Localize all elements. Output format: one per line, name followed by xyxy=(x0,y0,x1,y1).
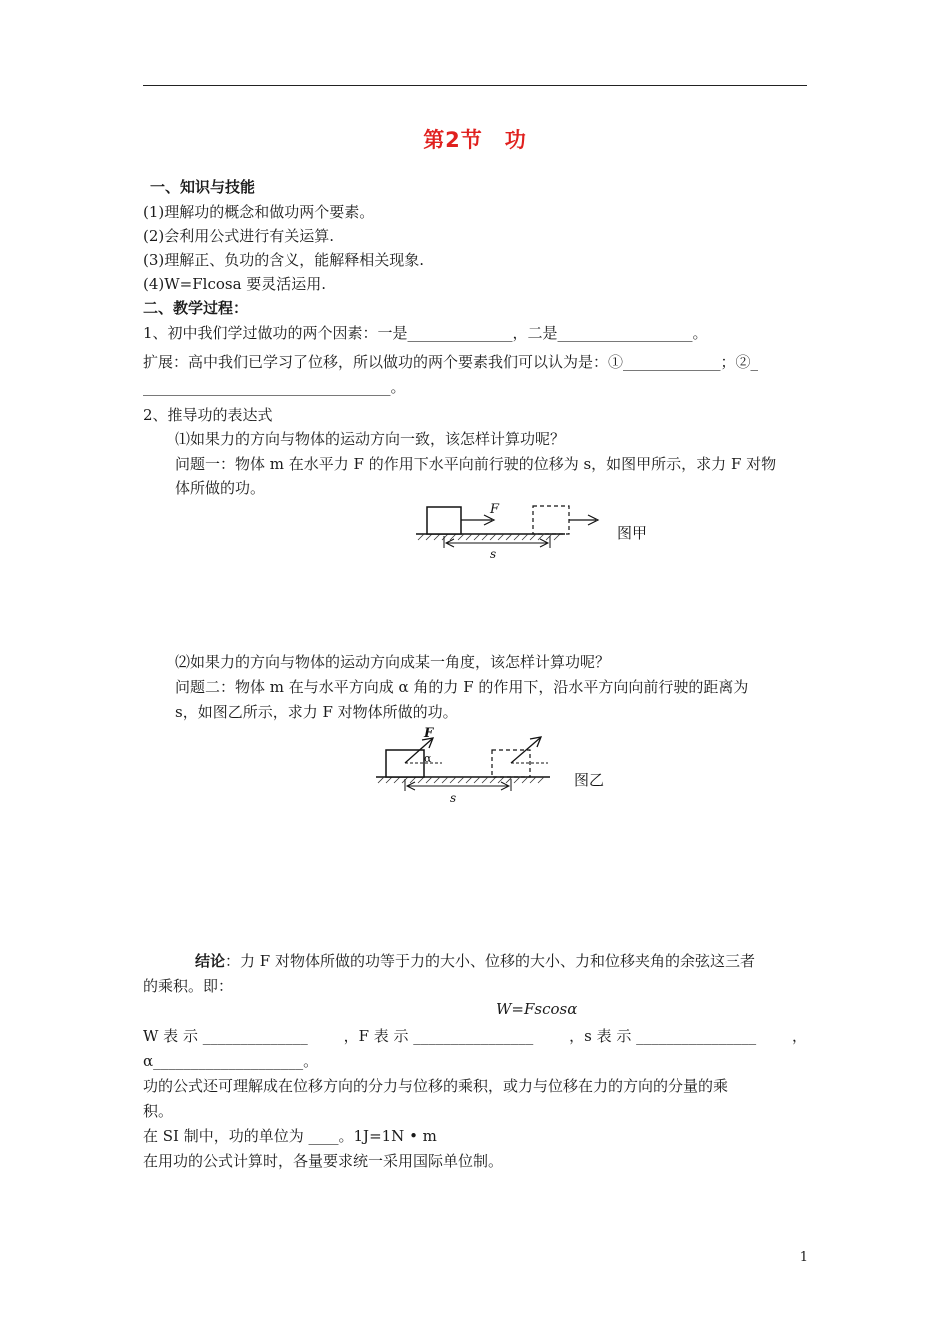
conclusion-line-1 xyxy=(195,950,755,971)
si-unit-line: 在 SI 制中，功的单位为 ____。1J=1N • m xyxy=(143,1127,437,1145)
problem-2-line-1: 问题二：物体 m 在与水平方向成 α 角的力 F 的作用下，沿水平方向向前行驶的距离为 xyxy=(175,678,749,696)
section-heading-process: 二、教学过程： xyxy=(143,299,249,317)
question-2: 2、推导功的表达式 xyxy=(143,406,273,424)
question-1: 1、初中我们学过做功的两个因素：一是______________，二是__________________。 xyxy=(143,324,708,342)
page-number: 1 xyxy=(799,1250,808,1265)
note-line-2: 积。 xyxy=(143,1102,174,1120)
def-w: W 表 示 ______________ xyxy=(143,1027,308,1045)
conclusion-line-2: 的乘积。即： xyxy=(143,977,234,995)
section-heading-skills: 一、知识与技能 xyxy=(150,178,256,196)
def-s: ，s 表 示 ________________ xyxy=(569,1027,757,1045)
fig1-force-label: F xyxy=(490,502,500,517)
fig2-angle-label: α xyxy=(424,752,432,765)
def-f: ，F 表 示 ________________ xyxy=(343,1027,534,1045)
objective-4: (4)W=Flcosa 要灵活运用. xyxy=(143,275,327,293)
header-rule xyxy=(143,85,807,86)
problem-1-line-1: 问题一：物体 m 在水平力 F 的作用下水平向前行驶的位移为 s，如图甲所示，求力 F 对物 xyxy=(175,455,777,473)
objective-3: (3)理解正、负功的含义，能解释相关现象. xyxy=(143,251,425,269)
objective-2: (2)会利用公式进行有关运算. xyxy=(143,227,335,245)
fig2-force-label: F xyxy=(424,726,434,741)
units-line: 在用功的公式计算时，各量要求统一采用国际单位制。 xyxy=(143,1152,504,1170)
figure-yi xyxy=(372,725,642,807)
problem-2-line-2: s，如图乙所示，求力 F 对物体所做的功。 xyxy=(175,703,458,721)
def-alpha: α____________________。 xyxy=(143,1052,319,1070)
work-formula: W=Fscosα xyxy=(496,1000,578,1018)
def-end: ， xyxy=(791,1027,807,1045)
extension-line-1: 扩展：高中我们已学习了位移，所以做功的两个要素我们可以认为是：①_____________；②_ xyxy=(143,353,759,371)
fig2-displacement-label: s xyxy=(450,791,457,805)
definition-line xyxy=(143,1025,807,1046)
objective-1: (1)理解功的概念和做功两个要素。 xyxy=(143,203,375,221)
case-1-prompt: ⑴如果力的方向与物体的运动方向一致，该怎样计算功呢？ xyxy=(175,430,566,448)
case-2-prompt: ⑵如果力的方向与物体的运动方向成某一角度，该怎样计算功呢？ xyxy=(175,653,611,671)
fig1-displacement-label: s xyxy=(490,547,497,561)
figure-jia xyxy=(410,498,670,562)
block-initial xyxy=(427,507,461,534)
conclusion-label: 结论 xyxy=(195,952,226,970)
figure-yi-label: 图乙 xyxy=(574,771,605,789)
block-final xyxy=(533,506,569,534)
page-title: 第2节 功 xyxy=(423,128,527,152)
note-line-1: 功的公式还可理解成在位移方向的分力与位移的乘积，或力与位移在力的方向的分量的乘 xyxy=(143,1077,729,1095)
conclusion-text: ：力 F 对物体所做的功等于力的大小、位移的大小、力和位移夹角的余弦这三者 xyxy=(225,952,755,970)
problem-1-line-2: 体所做的功。 xyxy=(175,479,266,497)
figure-jia-label: 图甲 xyxy=(617,524,648,542)
extension-line-2: _________________________________。 xyxy=(143,378,406,396)
